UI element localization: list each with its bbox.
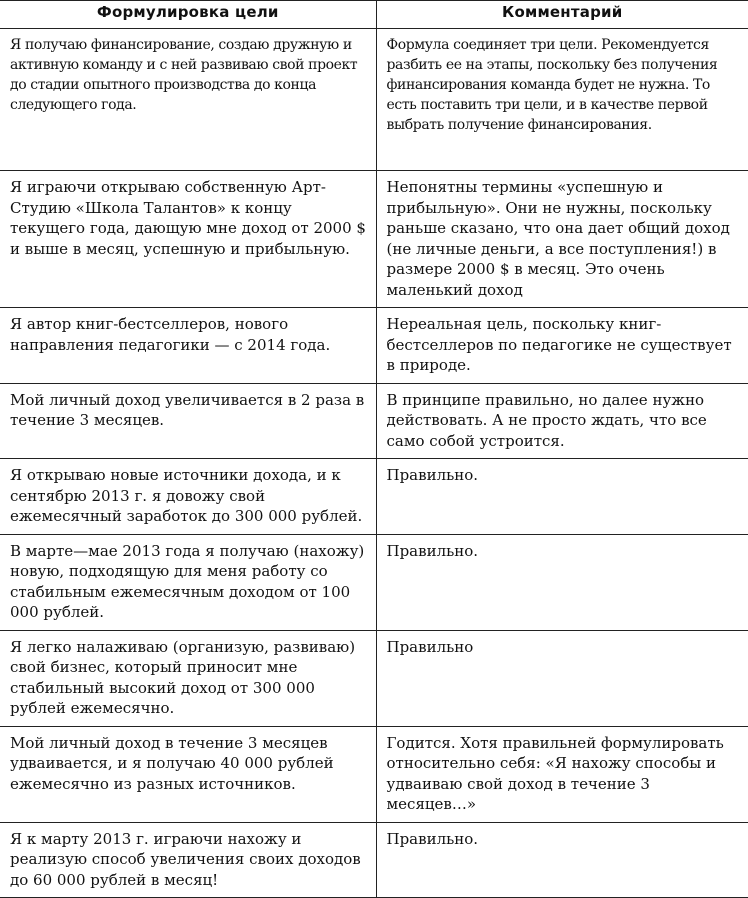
goal-cell: Я автор книг-бестселлеров, нового направления педагогики — с 2014 года. xyxy=(0,308,376,384)
table-row xyxy=(0,171,748,308)
comment-cell: В принципе правильно, но далее нужно действовать. А не просто ждать, что все само собой устроится. xyxy=(376,383,748,459)
table-row xyxy=(0,459,748,535)
header-comment: Комментарий xyxy=(376,1,748,29)
goal-cell: Я получаю финансирование, создаю дружную и активную команду и с ней развиваю свой проект до стадии опытного производства до конца следующего года. xyxy=(0,29,376,171)
table-row xyxy=(0,726,748,822)
comment-cell: Правильно. xyxy=(376,459,748,535)
table-body xyxy=(0,29,748,898)
header-goal: Формулировка цели xyxy=(0,1,376,29)
comment-cell: Правильно. xyxy=(376,822,748,898)
comment-cell: Годится. Хотя правильней формулировать относительно себя: «Я нахожу способы и удваиваю свой доход в течение 3 месяцев…» xyxy=(376,726,748,822)
table-row xyxy=(0,308,748,384)
table-row xyxy=(0,630,748,726)
comment-cell: Нереальная цель, поскольку книг-бестселлеров по педагогике не существует в природе. xyxy=(376,308,748,384)
goal-cell: В марте—мае 2013 года я получаю (нахожу) новую, подходящую для меня работу со стабильным ежемесячным доходом от 100 000 рублей. xyxy=(0,534,376,630)
comment-cell: Формула соединяет три цели. Рекомендуется разбить ее на этапы, поскольку без получения финансирования команда будет не нужна. То есть поставить три цели, и в качестве первой выбрать получение финансирования. xyxy=(376,29,748,171)
comment-cell: Правильно xyxy=(376,630,748,726)
header-row xyxy=(0,1,748,29)
comment-cell: Правильно. xyxy=(376,534,748,630)
table-header xyxy=(0,1,748,29)
table-row xyxy=(0,534,748,630)
table-row xyxy=(0,29,748,171)
comment-cell: Непонятны термины «успешную и прибыльную». Они не нужны, поскольку раньше сказано, что она дает общий доход (не личные деньги, а все поступления!) в размере 2000 $ в месяц. Это очень маленький доход xyxy=(376,171,748,308)
goal-cell: Я играючи открываю собственную Арт-Студию «Школа Талантов» к концу текущего года, дающую мне доход от 2000 $ и выше в месяц, успешную и прибыльную. xyxy=(0,171,376,308)
goal-cell: Я к марту 2013 г. играючи нахожу и реализую способ увеличения своих доходов до 60 000 рублей в месяц! xyxy=(0,822,376,898)
table-row xyxy=(0,822,748,898)
goal-cell: Мой личный доход увеличивается в 2 раза в течение 3 месяцев. xyxy=(0,383,376,459)
table-row xyxy=(0,383,748,459)
goal-cell: Я открываю новые источники дохода, и к сентябрю 2013 г. я довожу свой ежемесячный заработок до 300 000 рублей. xyxy=(0,459,376,535)
goal-cell: Я легко налаживаю (организую, развиваю) свой бизнес, который приносит мне стабильный высокий доход от 300 000 рублей ежемесячно. xyxy=(0,630,376,726)
goal-cell: Мой личный доход в течение 3 месяцев удваивается, и я получаю 40 000 рублей ежемесячно из разных источников. xyxy=(0,726,376,822)
